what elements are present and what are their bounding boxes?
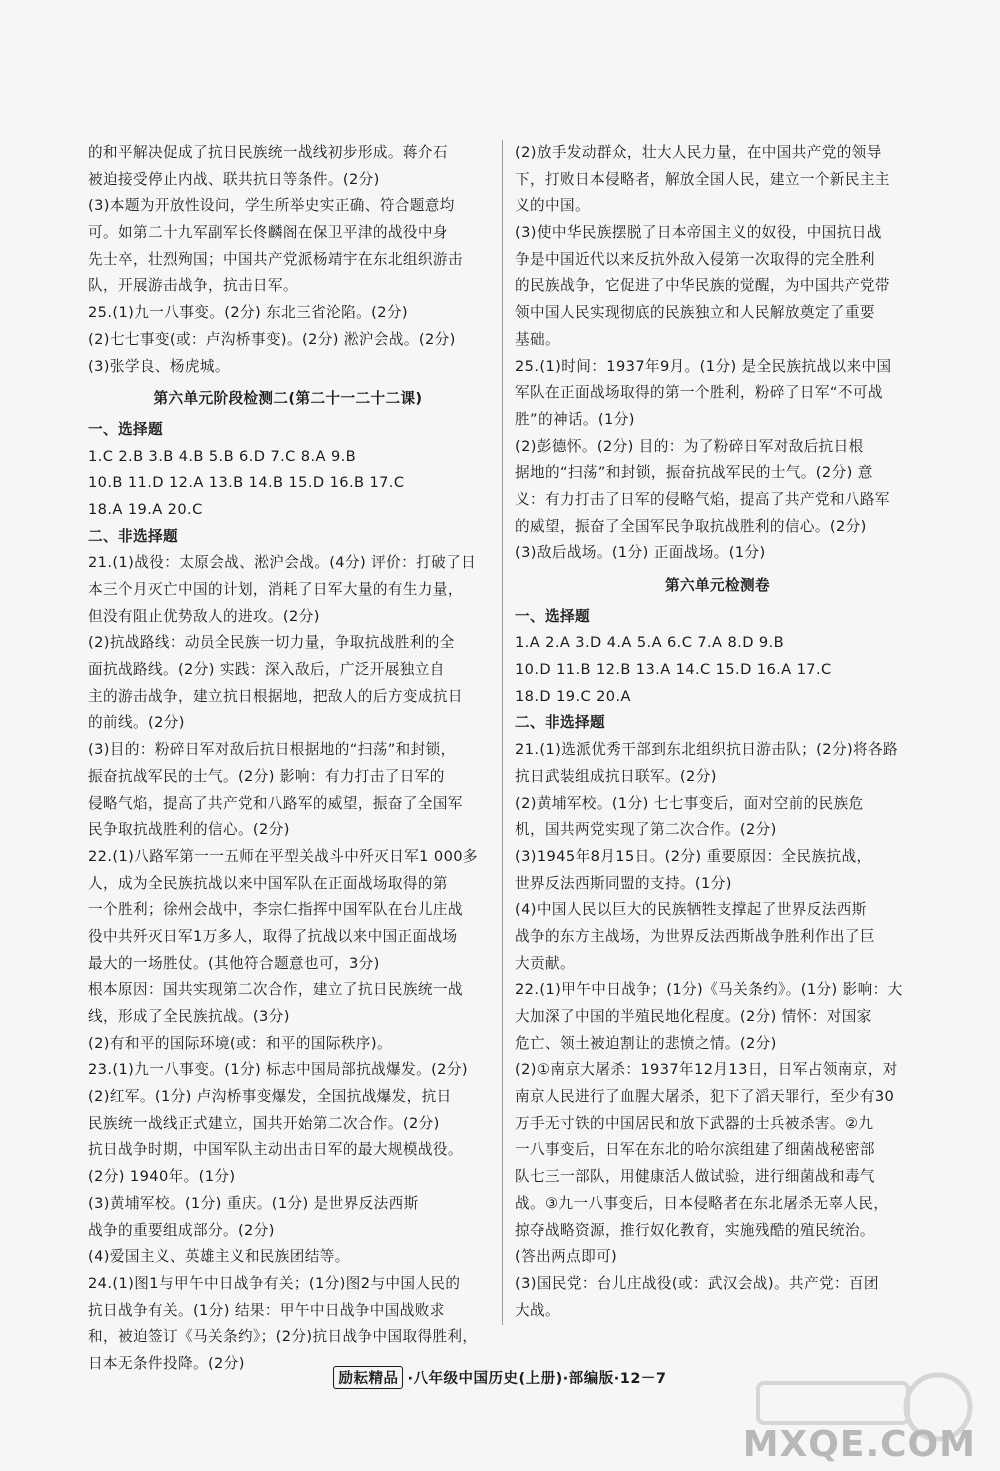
answer-line: 23.(1)九一八事变。(1分) 标志中国局部抗战爆发。(2分) (88, 1061, 468, 1079)
answer-line: 10.B 11.D 12.A 13.B 14.B 15.D 16.B 17.C (88, 474, 405, 492)
answer-line: 大贡献。 (515, 954, 575, 972)
answer-line: 机，国共两党实现了第二次合作。(2分) (515, 821, 777, 839)
answer-line: 21.(1)战役：太原会战、淞沪会战。(4分) 评价：打破了日 (88, 554, 477, 572)
answer-line: 民族统一战线正式建立，国共开始第二次合作。(2分) (88, 1114, 440, 1132)
answer-line: (3)国民党：台儿庄战役(或：武汉会战)。共产党：百团 (515, 1274, 879, 1292)
left-column (88, 140, 488, 1378)
answer-line: 被迫接受停止内战、联共抗日等条件。(2分) (88, 170, 380, 188)
answer-line: 义：有力打击了日军的侵略气焰，提高了共产党和八路军 (515, 490, 890, 508)
answer-line: 义的中国。 (515, 197, 590, 215)
answer-line: (2)有和平的国际环境(或：和平的国际秩序)。 (88, 1034, 392, 1052)
answer-line: 大战。 (515, 1301, 560, 1319)
answer-line: (3)黄埔军校。(1分) 重庆。(1分) 是世界反法西斯 (88, 1194, 419, 1212)
section-heading: 第六单元阶段检测二(第二十一二十二课) (153, 390, 423, 408)
answer-line: 10.D 11.B 12.B 13.A 14.C 15.D 16.A 17.C (515, 661, 832, 679)
answer-line: 的和平解决促成了抗日民族统一战线初步形成。蒋介石 (88, 144, 448, 161)
answer-line: 世界反法西斯同盟的支持。(1分) (515, 874, 732, 892)
answer-line: 争是中国近代以来反抗外敌入侵第一次取得的完全胜利 (515, 250, 875, 268)
answer-line: 一个胜利；徐州会战中，李宗仁指挥中国军队在台儿庄战 (88, 901, 463, 919)
answer-line: 下，打败日本侵略者，解放全国人民，建立一个新民主主 (515, 170, 890, 188)
answer-line: 基础。 (515, 330, 560, 348)
answer-line: 18.D 19.C 20.A (515, 687, 631, 705)
answer-line: (2)红军。(1分) 卢沟桥事变爆发，全国抗战爆发，抗日 (88, 1088, 452, 1106)
answer-line: (3)使中华民族摆脱了日本帝国主义的奴役，中国抗日战 (515, 224, 882, 242)
answer-line: (3)目的：粉碎日军对敌后抗日根据地的“扫荡”和封锁， (88, 741, 456, 759)
answer-line: 21.(1)选派优秀干部到东北组织抗日游击队；(2分)将各路 (515, 741, 899, 759)
watermark-text: MXQE.COM (742, 1424, 976, 1465)
answer-line: 战争的重要组成部分。(2分) (88, 1221, 275, 1239)
answer-line: 日本无条件投降。(2分) (88, 1354, 245, 1372)
answer-line: 领中国人民实现彻底的民族独立和人民解放奠定了重要 (515, 304, 875, 322)
answer-line: (4)爱国主义、英雄主义和民族团结等。 (88, 1248, 350, 1266)
subsection-heading: 二、非选择题 (88, 527, 178, 545)
answer-line: 25.(1)时间：1937年9月。(1分) 是全民族抗战以来中国 (515, 357, 892, 375)
answer-line: 掠夺战略资源，推行奴化教育，实施残酷的殖民统治。 (515, 1221, 875, 1239)
answer-line: 大加深了中国的半殖民地化程度。(2分) 情怀：对国家 (515, 1008, 872, 1025)
answer-line: 战争的东方主战场，为世界反法西斯战争胜利作出了巨 (515, 927, 875, 945)
answer-line: 战。③九一八事变后，日本侵略者在东北屠杀无辜人民， (515, 1194, 889, 1212)
answer-line: 振奋抗战军民的士气。(2分) 影响：有力打击了日军的 (88, 767, 445, 785)
answer-line: (3)张学良、杨虎城。 (88, 357, 230, 375)
answer-line: 面抗战路线。(2分) 实践：深入敌后，广泛开展独立自 (88, 661, 445, 679)
answer-line: 人，成为全民族抗战以来中国军队在正面战场取得的第 (88, 874, 448, 892)
answer-line: 万手无寸铁的中国居民和放下武器的士兵被杀害。②九 (515, 1114, 874, 1132)
answer-line: 但没有阻止优势敌人的进攻。(2分) (88, 607, 320, 625)
answer-line: 民争取抗战胜利的信心。(2分) (88, 821, 290, 839)
answer-line: (3)本题为开放性设问，学生所举史实正确、符合题意均 (88, 197, 455, 215)
answer-line: 22.(1)甲午中日战争；(1分)《马关条约》。(1分) 影响：大 (515, 981, 903, 999)
column-divider (502, 140, 503, 1325)
brand-logo: 励耘精品 (333, 1366, 403, 1389)
answer-line: 危亡、领土被迫割让的悲愤之情。(2分) (515, 1034, 777, 1052)
answer-line: (2)黄埔军校。(1分) 七七事变后，面对空前的民族危 (515, 794, 864, 812)
answer-line: 抗日战争时期，中国军队主动出击日军的最大规模战役。 (88, 1141, 463, 1159)
answer-line: (2分) 1940年。(1分) (88, 1168, 236, 1186)
answer-line: 抗日战争有关。(1分) 结果：甲午中日战争中国战败求 (88, 1301, 445, 1319)
answer-line: 据地的“扫荡”和封锁，振奋抗战军民的士气。(2分) 意 (515, 464, 873, 482)
right-column (515, 140, 920, 1324)
answer-line: 24.(1)图1与甲午中日战争有关；(1分)图2与中国人民的 (88, 1274, 461, 1292)
answer-line: 可。如第二十九军副军长佟麟阁在保卫平津的战役中身 (88, 224, 448, 242)
subsection-heading: 二、非选择题 (515, 714, 605, 732)
answer-line: 最大的一场胜仗。(其他符合题意也可，3分) (88, 954, 380, 972)
answer-line: 和，被迫签订《马关条约》；(2分)抗日战争中国取得胜利， (88, 1328, 478, 1346)
answer-line: 队七三一部队，用健康活人做试验，进行细菌战和毒气 (515, 1168, 875, 1186)
answer-line: (3)敌后战场。(1分) 正面战场。(1分) (515, 544, 766, 562)
answer-line: 的民族战争，它促进了中华民族的觉醒，为中国共产党带 (515, 277, 890, 295)
answer-line: (4)中国人民以巨大的民族牺牲支撑起了世界反法西斯 (515, 901, 867, 919)
answer-line: 根本原因：国共实现第二次合作，建立了抗日民族统一战 (88, 981, 463, 999)
footer-title: ·八年级中国历史(上册)·部编版·12－7 (407, 1371, 667, 1387)
answer-line: 一八事变后，日军在东北的哈尔滨组建了细菌战秘密部 (515, 1141, 875, 1159)
answer-line: 侵略气焰，提高了共产党和八路军的威望，振奋了全国军 (88, 794, 463, 812)
answer-line: 南京人民进行了血腥大屠杀，犯下了滔天罪行，至少有30 (515, 1088, 895, 1106)
answer-line: 主的游击战争，建立抗日根据地，把敌人的后方变成抗日 (88, 687, 463, 705)
answer-line: (3)1945年8月15日。(2分) 重要原因：全民族抗战， (515, 847, 872, 865)
answer-line: (2)抗战路线：动员全民族一切力量，争取抗战胜利的全 (88, 634, 455, 652)
answer-line: 先士卒，壮烈殉国；中国共产党派杨靖宇在东北组织游击 (88, 250, 463, 268)
answer-line: (2)放手发动群众，壮大人民力量，在中国共产党的领导 (515, 144, 882, 161)
answer-line: 的威望，振奋了全国军民争取抗战胜利的信心。(2分) (515, 517, 867, 535)
answer-line: 军队在正面战场取得的第一个胜利，粉碎了日军“不可战 (515, 384, 883, 402)
answer-line: 25.(1)九一八事变。(2分) 东北三省沦陷。(2分) (88, 304, 408, 322)
answer-line: 本三个月灭亡中国的计划，消耗了日军大量的有生力量， (88, 581, 463, 598)
answer-line: 18.A 19.A 20.C (88, 500, 203, 518)
answer-line: 1.C 2.B 3.B 4.B 5.B 6.D 7.C 8.A 9.B (88, 447, 357, 465)
answer-line: 役中共歼灭日军1万多人，取得了抗战以来中国正面战场 (88, 927, 458, 945)
answer-line: 22.(1)八路军第一一五师在平型关战斗中歼灭日军1 000多 (88, 847, 478, 865)
subsection-heading: 一、选择题 (515, 607, 590, 625)
answer-line: (2)彭德怀。(2分) 目的：为了粉碎日军对敌后抗日根 (515, 437, 864, 455)
answer-line: 抗日武装组成抗日联军。(2分) (515, 767, 717, 785)
answer-line: (答出两点即可) (515, 1248, 618, 1266)
subsection-heading: 一、选择题 (88, 420, 163, 438)
answer-line: 队，开展游击战争，抗击日军。 (88, 277, 298, 295)
answer-line: 胜”的神话。(1分) (515, 410, 635, 428)
answer-line: 1.A 2.A 3.D 4.A 5.A 6.C 7.A 8.D 9.B (515, 634, 785, 652)
answer-line: 线，形成了全民族抗战。(3分) (88, 1008, 290, 1025)
answer-line: (2)①南京大屠杀：1937年12月13日，日军占领南京，对 (515, 1061, 898, 1079)
answer-line: (2)七七事变(或：卢沟桥事变)。(2分) 淞沪会战。(2分) (88, 330, 456, 348)
answer-line: 的前线。(2分) (88, 714, 185, 732)
section-heading: 第六单元检测卷 (665, 577, 770, 594)
